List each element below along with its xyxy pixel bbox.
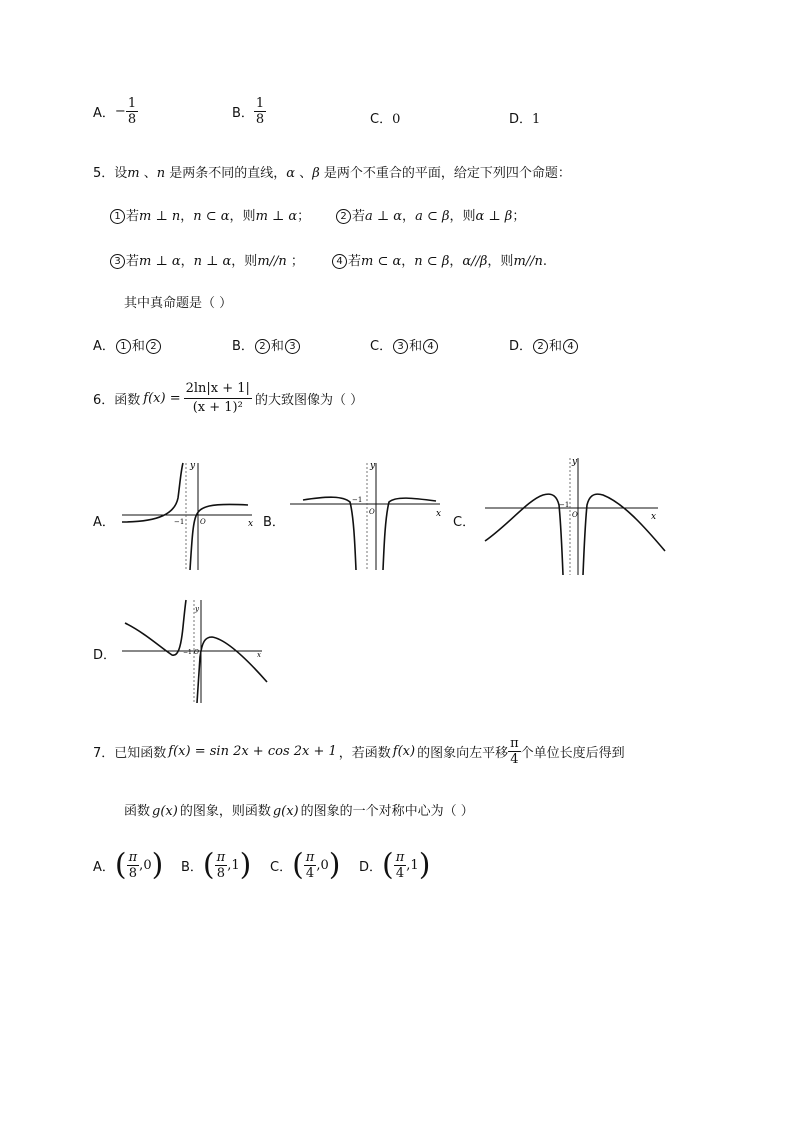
graph-b-origin: O <box>369 508 375 516</box>
q5-proposition-3: 3 若m ⊥ α，n ⊥ α，则m//n ； <box>109 250 304 269</box>
graph-c-x-label: x <box>651 512 657 522</box>
q7-stem-line2: 函数 g(x) 的图象，则函数 g(x) 的图象的一个对称中心为（ ） <box>124 804 474 819</box>
graph-d <box>120 597 270 705</box>
q4-option-b: B． $\frac{1}{8}$ <box>232 96 265 127</box>
q5-option-a: A． 1 和 2 <box>93 335 162 354</box>
graph-b-x-label: x <box>436 509 442 519</box>
q7-option-d: D．( $\frac{\pi}{4}$ ,1) <box>359 847 431 883</box>
circled-number: 3 <box>110 254 125 269</box>
circled-number: 1 <box>110 209 125 224</box>
circled-number: 2 <box>336 209 351 224</box>
graph-c-label: C． <box>453 515 476 530</box>
q4-option-c: C．0 <box>370 112 401 127</box>
graph-b-y-label: y <box>370 461 376 471</box>
q5-option-b: B． 2 和 3 <box>232 335 301 354</box>
graph-a-x-label: x <box>248 519 254 529</box>
q4-b-fraction: $\frac{1}{8}$ <box>255 96 265 127</box>
q7-stem-line1: 7．已知函数 f(x) = sin 2x + cos 2x + 1 ，若函数 f(x) 的图象向左平移 $\frac{\pi}{4}$ 个单位长度后得到 <box>93 736 625 767</box>
graph-c-neg1: −1 <box>559 501 570 509</box>
graph-a <box>120 458 260 573</box>
graph-d-y-label: y <box>195 605 199 613</box>
graph-d-origin: O <box>194 649 199 656</box>
circled-number: 4 <box>332 254 347 269</box>
graph-d-neg1: −1 <box>183 649 192 656</box>
q4-a-fraction: $\frac{1}{8}$ <box>127 96 137 127</box>
q5-question: 其中真命题是（ ） <box>124 296 233 311</box>
graph-b-label: B． <box>263 515 285 530</box>
graph-d-x-label: x <box>257 651 261 659</box>
q4-option-a: A．− $\frac{1}{8}$ <box>93 96 137 127</box>
graph-c-origin: O <box>572 511 578 519</box>
q4-option-d: D．1 <box>509 112 541 127</box>
graph-a-label: A． <box>93 515 115 530</box>
q6-stem: 6．函数 f(x) = $\frac{2\ln|x + 1|}{\text{(x + 1)²}}$ 的大致图像为（ ） <box>93 381 364 415</box>
graph-a-neg1: −1 <box>174 518 185 526</box>
q7-option-b: B．( $\frac{\pi}{8}$ ,1) <box>181 847 252 883</box>
q5-proposition-1: 1 若m ⊥ n，n ⊂ α，则m ⊥ α； <box>109 205 310 224</box>
graph-a-origin: O <box>200 518 206 526</box>
q5-stem: 5．设m 、n 是两条不同的直线，α 、β 是两个不重合的平面，给定下列四个命题： <box>93 166 571 181</box>
q6-function-fraction: $\frac{2\ln|x + 1|}{\text{(x + 1)²}}$ <box>185 381 250 415</box>
graph-c <box>483 455 668 577</box>
q7-option-c: C．( $\frac{\pi}{4}$ ,0) <box>270 847 341 883</box>
q5-proposition-4: 4 若m ⊂ α，n ⊂ β，α//β，则m//n. <box>331 250 547 269</box>
q7-shift-fraction: $\frac{\pi}{4}$ <box>510 736 519 767</box>
graph-b-neg1: −1 <box>352 496 363 504</box>
graph-b <box>288 458 448 573</box>
q5-option-d: D． 2 和 4 <box>509 335 579 354</box>
q7-option-a: A．( $\frac{\pi}{8}$ ,0) <box>93 847 164 883</box>
graph-d-label: D． <box>93 648 117 663</box>
graph-c-y-label: y <box>572 457 578 467</box>
graph-a-y-label: y <box>190 461 196 471</box>
q5-option-c: C． 3 和 4 <box>370 335 439 354</box>
q5-proposition-2: 2 若a ⊥ α，a ⊂ β，则α ⊥ β； <box>335 205 525 224</box>
